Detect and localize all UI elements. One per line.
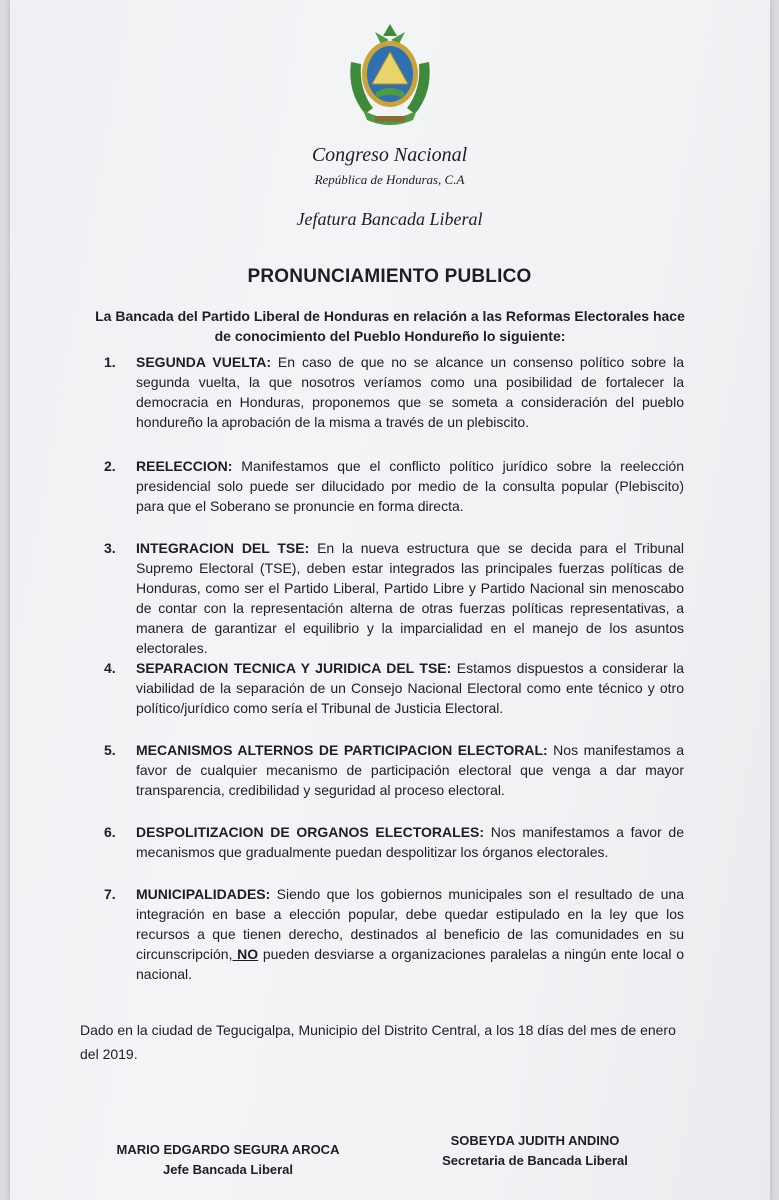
item-text: En la nueva estructura que se decida para el Tribunal Supremo Electoral (TSE), deben estar integrados las principales fuerzas políticas de Honduras, como ser el Partido Liberal, Partido Libre y Partido Nacional sin menoscabo de contar con la representación alterna de otras fuerzas políticas representativas, a manera de garantizar el equilibrio y la imparcialidad en el manejo de los asuntos electorales. <box>136 540 684 656</box>
item-number: 4. <box>104 660 116 676</box>
item-heading: DESPOLITIZACION DE ORGANOS ELECTORALES: <box>136 824 485 840</box>
list-item <box>104 538 684 658</box>
item-text: Manifestamos que el conflicto político jurídico sobre la reelección presidencial solo puede ser dilucidado por medio de la consulta popular (Plebiscito) para que el Soberano se pronuncie en forma directa. <box>136 458 684 514</box>
list-item <box>104 884 684 984</box>
item-heading: SEGUNDA VUELTA: <box>136 354 271 370</box>
country-name: República de Honduras, C.A <box>314 172 465 187</box>
list-item <box>104 456 684 516</box>
list-item <box>104 740 684 800</box>
signature-block-1 <box>110 1140 346 1180</box>
closing-paragraph: Dado en la ciudad de Tegucigalpa, Municipio del Distrito Central, a los 18 días del mes de enero del 2019. <box>80 1022 676 1062</box>
item-text-after: pueden desviarse a organizaciones paralelas a ningún ente local o nacional. <box>136 946 684 982</box>
signatory-role: Jefe Bancada Liberal <box>162 1162 294 1177</box>
signatory-role: Secretaria de Bancada Liberal <box>442 1153 628 1168</box>
signature-block-2 <box>420 1131 650 1171</box>
signatory-name: SOBEYDA JUDITH ANDINO <box>450 1133 620 1148</box>
intro-paragraph: La Bancada del Partido Liberal de Honduras en relación a las Reformas Electorales hace de conocimiento del Pueblo Hondureño lo siguiente: <box>95 308 685 344</box>
coat-of-arms-seal <box>345 22 435 126</box>
item-heading: INTEGRACION DEL TSE: <box>136 540 310 556</box>
item-text: Estamos dispuestos a considerar la viabilidad de la separación de un Consejo Nacional Electoral como ente técnico y otro político/jurídico como sería el Tribunal de Justicia Electoral. <box>136 660 684 716</box>
list-item <box>104 822 684 862</box>
item-number: 3. <box>104 540 116 556</box>
item-text: En caso de que no se alcance un consenso político sobre la segunda vuelta, la que nosotros veríamos como una posibilidad de fortalecer la democracia en Honduras, proponemos que se someta a consideración del pueblo hondureño la aprobación de la misma a través de un plebiscito. <box>136 354 684 430</box>
item-text: Siendo que los gobiernos municipales son el resultado de una integración en base a elección popular, debe quedar estipulado en la ley que los recursos a que tienen derecho, destinados al beneficio de las comunidades en su circunscripción, <box>136 886 684 962</box>
item-number: 7. <box>104 886 116 902</box>
item-text: Nos manifestamos a favor de mecanismos que gradualmente puedan despolitizar los órganos electorales. <box>136 824 684 860</box>
item-heading: MUNICIPALIDADES: <box>136 886 271 902</box>
item-emphasis: NO <box>232 946 259 962</box>
item-heading: MECANISMOS ALTERNOS DE PARTICIPACION ELECTORAL: <box>136 742 548 758</box>
document-title: PRONUNCIAMIENTO PUBLICO <box>247 266 532 287</box>
office-name: Jefatura Bancada Liberal <box>296 209 483 229</box>
list-item <box>104 352 684 432</box>
item-number: 2. <box>104 458 116 474</box>
institution-name: Congreso Nacional <box>311 144 468 166</box>
item-number: 6. <box>104 824 116 840</box>
list-item <box>104 658 684 718</box>
item-text: Nos manifestamos a favor de cualquier mecanismo de participación electoral que venga a dar mayor transparencia, credibilidad y seguridad al proceso electoral. <box>136 742 684 798</box>
item-heading: SEPARACION TECNICA Y JURIDICA DEL TSE: <box>136 660 452 676</box>
signatory-name: MARIO EDGARDO SEGURA AROCA <box>116 1142 340 1157</box>
item-heading: REELECCION: <box>136 458 233 474</box>
item-number: 1. <box>104 354 116 370</box>
item-number: 5. <box>104 742 116 758</box>
